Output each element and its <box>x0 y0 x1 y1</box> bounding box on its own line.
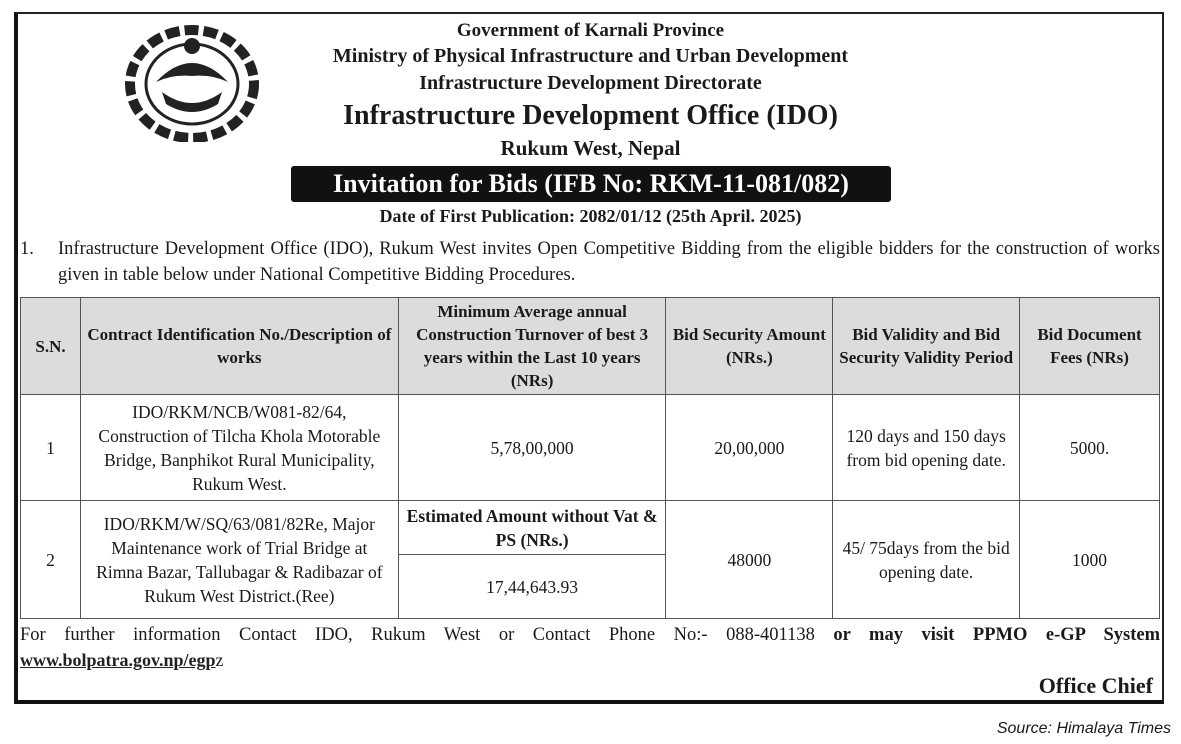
intro-paragraph <box>20 236 1160 288</box>
contact-text: For further information Contact IDO, Rukum West or Contact Phone No:- 088-401138 <box>20 625 815 645</box>
cell-bid-security: 20,00,000 <box>666 395 833 501</box>
cell-turnover: 5,78,00,000 <box>398 395 666 501</box>
contact-info <box>20 621 1160 649</box>
directorate-line: Infrastructure Development Directorate <box>419 72 762 94</box>
link-suffix: z <box>215 650 224 670</box>
ifb-title-banner: Invitation for Bids (IFB No: RKM-11-081/082) <box>291 166 891 202</box>
cell-validity: 120 days and 150 days from bid opening date. <box>833 395 1020 501</box>
intro-text: Infrastructure Development Office (IDO), Rukum West invites Open Competitive Bidding from the eligible bidders for the construction of works given in table below under National Competitive Bidding Procedures. <box>58 239 1160 285</box>
intro-number: 1. <box>20 239 34 259</box>
egp-link-line <box>20 650 224 671</box>
table-row <box>21 501 1160 555</box>
ministry-line: Ministry of Physical Infrastructure and Urban Development <box>332 45 849 67</box>
office-title: Infrastructure Development Office (IDO) <box>343 100 838 131</box>
header-fees: Bid Document Fees (NRs) <box>1020 298 1160 395</box>
table-row <box>21 395 1160 501</box>
visit-text: or may visit PPMO e-GP System <box>833 625 1161 645</box>
header-validity: Bid Validity and Bid Security Validity Period <box>833 298 1020 395</box>
cell-turnover: 17,44,643.93 <box>398 555 666 619</box>
cell-bid-security: 48000 <box>666 501 833 619</box>
table-header-row <box>21 298 1160 395</box>
source-credit: Source: Himalaya Times <box>996 720 1171 737</box>
cell-description: IDO/RKM/NCB/W081-82/64, Construction of Tilcha Khola Motorable Bridge, Banphikot Rural Municipality, Rukum West. <box>80 395 398 501</box>
header-sn: S.N. <box>21 298 81 395</box>
cell-description: IDO/RKM/W/SQ/63/081/82Re, Major Maintenance work of Trial Bridge at Rimna Bazar, Tallubagar & Radibazar of Rukum West District.(Ree) <box>80 501 398 619</box>
header-contract: Contract Identification No./Description of works <box>80 298 398 395</box>
cell-fees: 5000. <box>1020 395 1160 501</box>
cell-fees: 1000 <box>1020 501 1160 619</box>
egp-link[interactable]: www.bolpatra.gov.np/egp <box>20 650 216 670</box>
publication-date: Date of First Publication: 2082/01/12 (25th April. 2025) <box>379 206 802 226</box>
header-bid-security: Bid Security Amount (NRs.) <box>666 298 833 395</box>
cell-turnover-label: Estimated Amount without Vat & PS (NRs.) <box>398 501 666 555</box>
header-turnover: Minimum Average annual Construction Turnover of best 3 years within the Last 10 years (NRs) <box>398 298 666 395</box>
government-line: Government of Karnali Province <box>456 20 725 41</box>
signatory: Office Chief <box>1038 673 1153 698</box>
cell-validity: 45/ 75days from the bid opening date. <box>833 501 1020 619</box>
cell-sn: 1 <box>21 395 81 501</box>
bids-table <box>20 297 1160 619</box>
cell-sn: 2 <box>21 501 81 619</box>
office-location: Rukum West, Nepal <box>500 136 681 160</box>
